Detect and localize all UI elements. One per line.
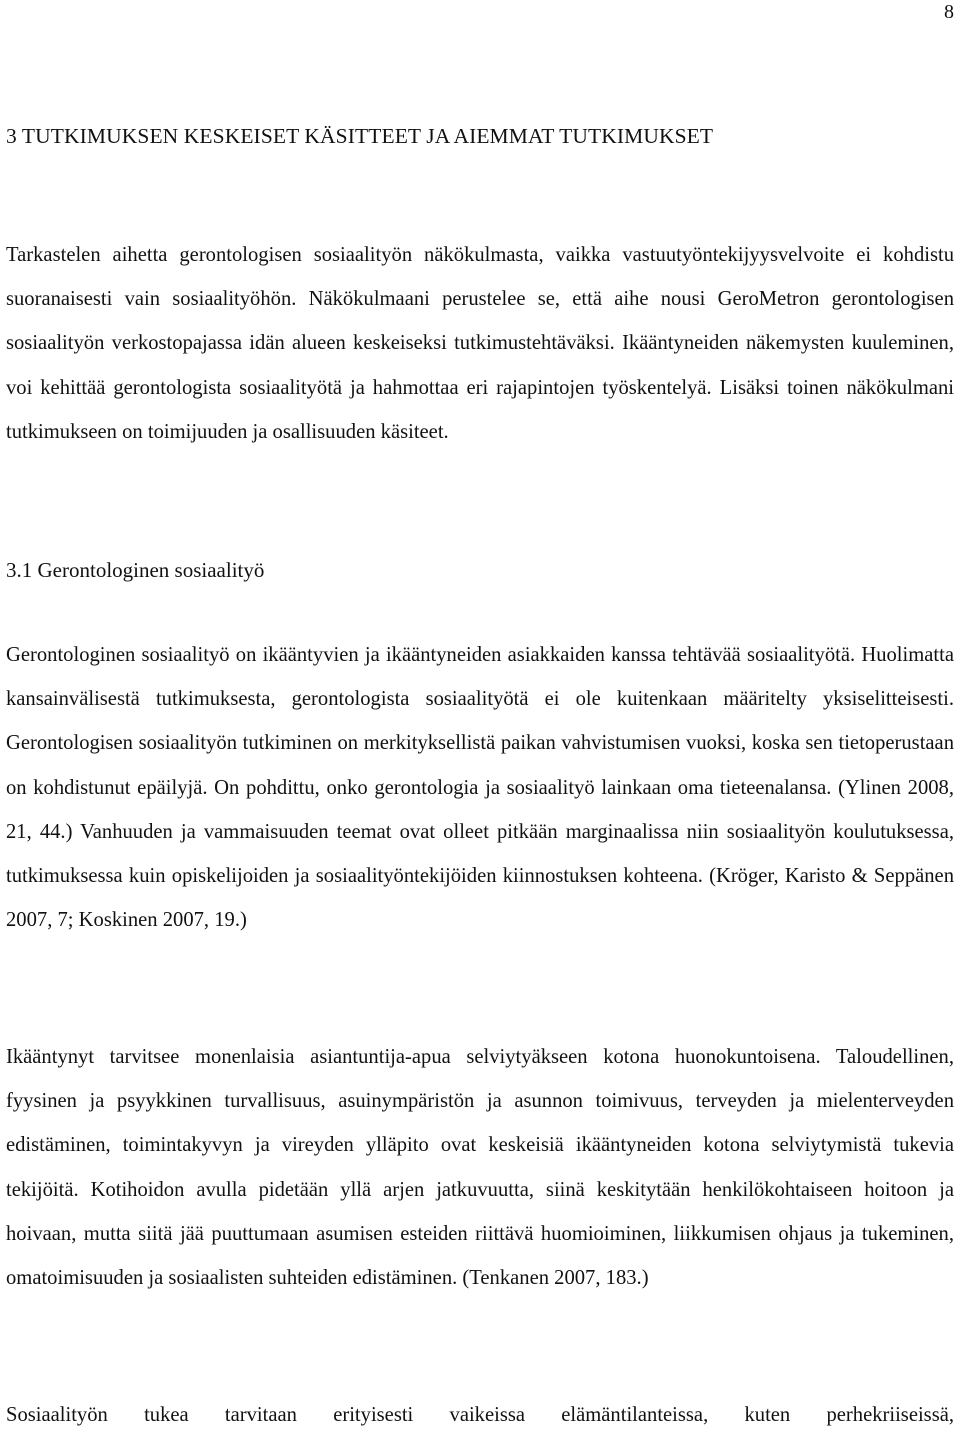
paragraph-gerontological-social-work: Gerontologinen sosiaalityö on ikääntyvien ja ikääntyneiden asiakkaiden kanssa tehtävää sosiaalityötä. Huolimatta kansainvälisestä tutkimuksesta, gerontologista sosiaalityötä ei ole kuitenkaan määritelty yksiselitteisesti. Gerontologisen sosiaalityön tutkiminen on merkityksellistä paikan vahvistumisen vuoksi, koska sen tietoperustaan on kohdistunut epäilyjä. On pohdittu, onko gerontologia ja sosiaalityö lainkaan oma tieteenalansa. (Ylinen 2008, 21, 44.) Vanhuuden ja vammaisuuden teemat ovat olleet pitkään marginaalissa niin sosiaalityön koulutuksessa, tutkimuksessa kuin opiskelijoiden ja sosiaalityöntekijöiden kiinnostuksen kohteena. (Kröger, Karisto & Seppänen 2007, 7; Koskinen 2007, 19.) [6, 644, 954, 932]
paragraph-social-work-support: Sosiaalityön tukea tarvitaan erityisesti vaikeissa elämäntilanteissa, kuten perhekriiseissä, [6, 1404, 954, 1426]
page-number: 8 [944, 1, 954, 23]
section-heading: 3.1 Gerontologinen sosiaalityö [6, 558, 265, 582]
paragraph-intro: Tarkastelen aihetta gerontologisen sosiaalityön näkökulmasta, vaikka vastuutyöntekijyysvelvoite ei kohdistu suoranaisesti vain sosiaalityöhön. Näkökulmaani perustelee se, että aihe nousi GeroMetron gerontologisen sosiaalityön verkostopajassa idän alueen keskeiseksi tutkimustehtäväksi. Ikääntyneiden näkemysten kuuleminen, voi kehittää gerontologista sosiaalityötä ja hahmottaa eri rajapintojen työskentelyä. Lisäksi toinen näkökulmani tutkimukseen on toimijuuden ja osallisuuden käsiteet. [6, 244, 954, 443]
paragraph-elderly-home-support: Ikääntynyt tarvitsee monenlaisia asiantuntija-apua selviytyäkseen kotona huonokuntoisena. Taloudellinen, fyysinen ja psyykkinen turvallisuus, asuinympäristön ja asunnon toimivuus, terveyden ja mielenterveyden edistäminen, toimintakyvyn ja vireyden ylläpito ovat keskeisiä ikääntyneiden kotona selviytymistä tukevia tekijöitä. Kotihoidon avulla pidetään yllä arjen jatkuvuutta, siinä keskitytään henkilökohtaiseen hoitoon ja hoivaan, mutta siitä jää puuttumaan asumisen esteiden riittävä huomioiminen, liikkumisen ohjaus ja tukeminen, omatoimisuuden ja sosiaalisten suhteiden edistäminen. (Tenkanen 2007, 183.) [6, 1046, 954, 1290]
chapter-heading: 3 TUTKIMUKSEN KESKEISET KÄSITTEET JA AIEMMAT TUTKIMUKSET [6, 124, 714, 148]
